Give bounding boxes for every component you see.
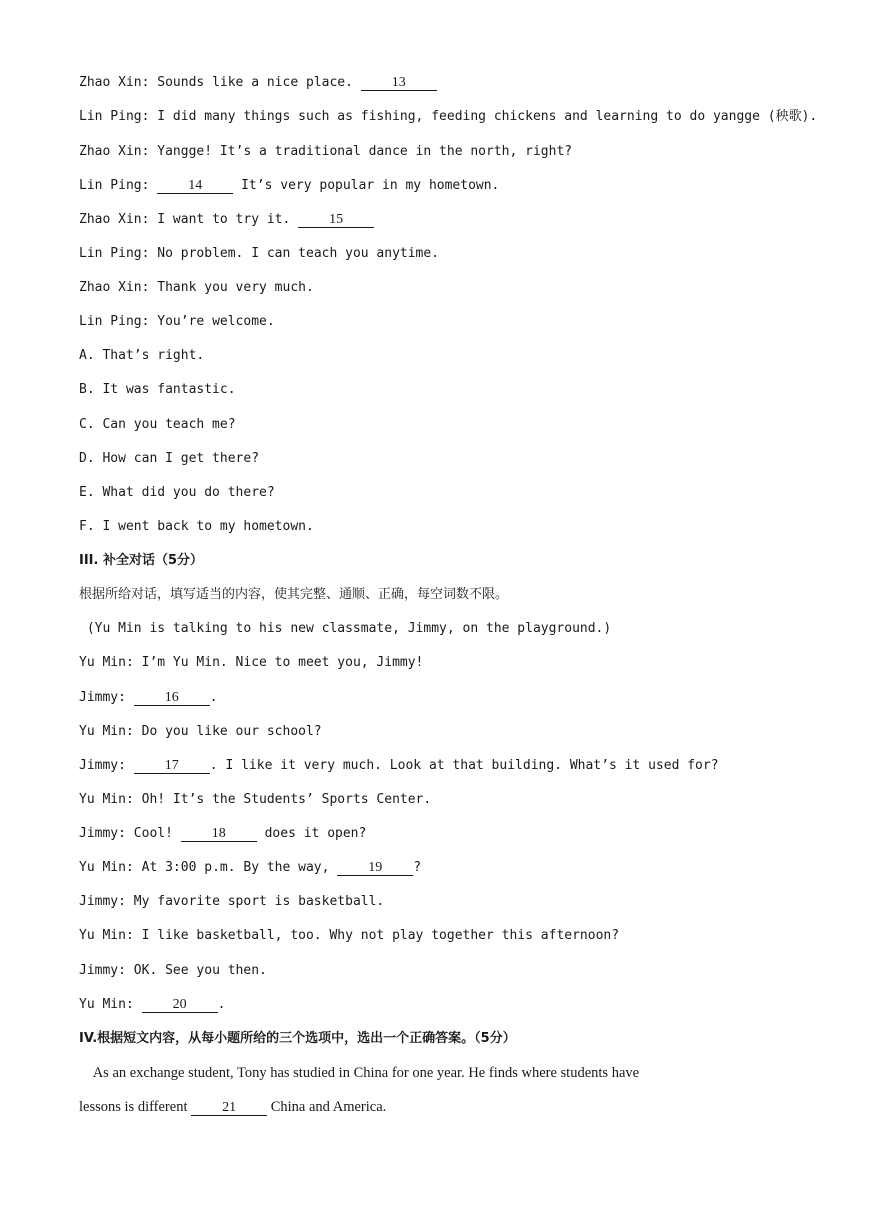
speaker-label: Jimmy: <box>79 826 134 841</box>
dialogue-text: Cool! <box>133 826 181 841</box>
option-e: E. What did you do there? <box>79 485 275 500</box>
dialogue-line <box>79 211 839 229</box>
option-d: D. How can I get there? <box>79 451 260 466</box>
option-b: B. It was fantastic. <box>79 382 236 397</box>
option-f: F. I went back to my hometown. <box>79 519 314 534</box>
dialogue-line <box>79 279 839 297</box>
dialogue-line <box>79 859 839 877</box>
speaker-label: Yu Min: <box>79 724 142 739</box>
speaker-label: Yu Min: <box>79 860 142 875</box>
speaker-label: Yu Min: <box>79 928 142 943</box>
speaker-label: Yu Min: <box>79 792 142 807</box>
section-3-heading: III. 补全对话（5分） <box>79 553 204 568</box>
dialogue-text: You’re welcome. <box>157 314 275 329</box>
answer-blank-14[interactable]: 14 <box>157 178 233 194</box>
dialogue-text: I like basketball, too. Why not play together this afternoon? <box>141 928 620 943</box>
answer-blank-13[interactable]: 13 <box>361 75 437 91</box>
dialogue-text: . <box>209 690 218 705</box>
dialogue-line <box>79 927 839 945</box>
speaker-label: Lin Ping: <box>79 314 158 329</box>
passage-text: China and America. <box>267 1099 387 1115</box>
dialogue-text: Oh! It’s the Students’ Sports Center. <box>141 792 432 807</box>
speaker-label: Yu Min: <box>79 997 142 1012</box>
dialogue-line <box>79 723 839 741</box>
dialogue-line <box>79 757 839 775</box>
dialogue-text: I want to try it. <box>157 212 299 227</box>
dialogue-line <box>79 108 839 126</box>
speaker-label: Zhao Xin: <box>79 280 158 295</box>
dialogue-text: . <box>217 997 226 1012</box>
dialogue-text: I’m Yu Min. Nice to meet you, Jimmy! <box>141 655 424 670</box>
dialogue-text: Thank you very much. <box>157 280 314 295</box>
dialogue-text: Do you like our school? <box>141 724 322 739</box>
speaker-label: Jimmy: <box>79 894 134 909</box>
dialogue-text: does it open? <box>256 826 367 841</box>
answer-blank-20[interactable]: 20 <box>142 997 218 1013</box>
dialogue-line <box>79 893 839 911</box>
option-c: C. Can you teach me? <box>79 417 236 432</box>
passage-text: lessons is different <box>79 1099 192 1115</box>
answer-blank-15[interactable]: 15 <box>298 212 374 228</box>
dialogue-text: I did many things such as fishing, feeding chickens and learning to do yangge (秧歌). <box>157 109 818 124</box>
dialogue-text: ? <box>413 860 422 875</box>
dialogue-text: No problem. I can teach you anytime. <box>157 246 440 261</box>
dialogue-line <box>79 74 839 92</box>
dialogue-line <box>79 143 839 161</box>
dialogue-line <box>79 689 839 707</box>
speaker-label: Jimmy: <box>79 963 134 978</box>
option-a: A. That’s right. <box>79 348 205 363</box>
speaker-label: Lin Ping: <box>79 246 158 261</box>
section-3-context: (Yu Min is talking to his new classmate, Jimmy, on the playground.) <box>79 621 612 636</box>
dialogue-text: At 3:00 p.m. By the way, <box>141 860 338 875</box>
speaker-label: Jimmy: <box>79 690 134 705</box>
dialogue-text: . I like it very much. Look at that building. What’s it used for? <box>209 758 719 773</box>
section-4-heading: IV.根据短文内容，从每小题所给的三个选项中，选出一个正确答案。（5分） <box>79 1031 516 1046</box>
dialogue-line <box>79 654 839 672</box>
answer-blank-18[interactable]: 18 <box>181 826 257 842</box>
answer-blank-21[interactable]: 21 <box>191 1100 267 1116</box>
dialogue-line <box>79 996 839 1014</box>
speaker-label: Zhao Xin: <box>79 75 158 90</box>
speaker-label: Zhao Xin: <box>79 212 158 227</box>
dialogue-text: Sounds like a nice place. <box>157 75 361 90</box>
dialogue-line <box>79 313 839 331</box>
dialogue-text: My favorite sport is basketball. <box>133 894 385 909</box>
passage-line-2 <box>79 1098 839 1116</box>
answer-blank-19[interactable]: 19 <box>337 860 413 876</box>
speaker-label: Yu Min: <box>79 655 142 670</box>
dialogue-text: Yangge! It’s a traditional dance in the north, right? <box>157 144 573 159</box>
answer-blank-16[interactable]: 16 <box>134 690 210 706</box>
dialogue-line <box>79 962 839 980</box>
answer-blank-17[interactable]: 17 <box>134 758 210 774</box>
speaker-label: Lin Ping: <box>79 109 158 124</box>
speaker-label: Lin Ping: <box>79 178 158 193</box>
speaker-label: Jimmy: <box>79 758 134 773</box>
speaker-label: Zhao Xin: <box>79 144 158 159</box>
passage-line-1: As an exchange student, Tony has studied in China for one year. He finds where students have <box>79 1065 640 1081</box>
dialogue-text: It’s very popular in my hometown. <box>233 178 500 193</box>
dialogue-line <box>79 177 839 195</box>
dialogue-line <box>79 825 839 843</box>
dialogue-text: OK. See you then. <box>133 963 267 978</box>
dialogue-line <box>79 791 839 809</box>
section-3-instruction: 根据所给对话，填写适当的内容，使其完整、通顺、正确，每空词数不限。 <box>79 587 509 602</box>
dialogue-line <box>79 245 839 263</box>
